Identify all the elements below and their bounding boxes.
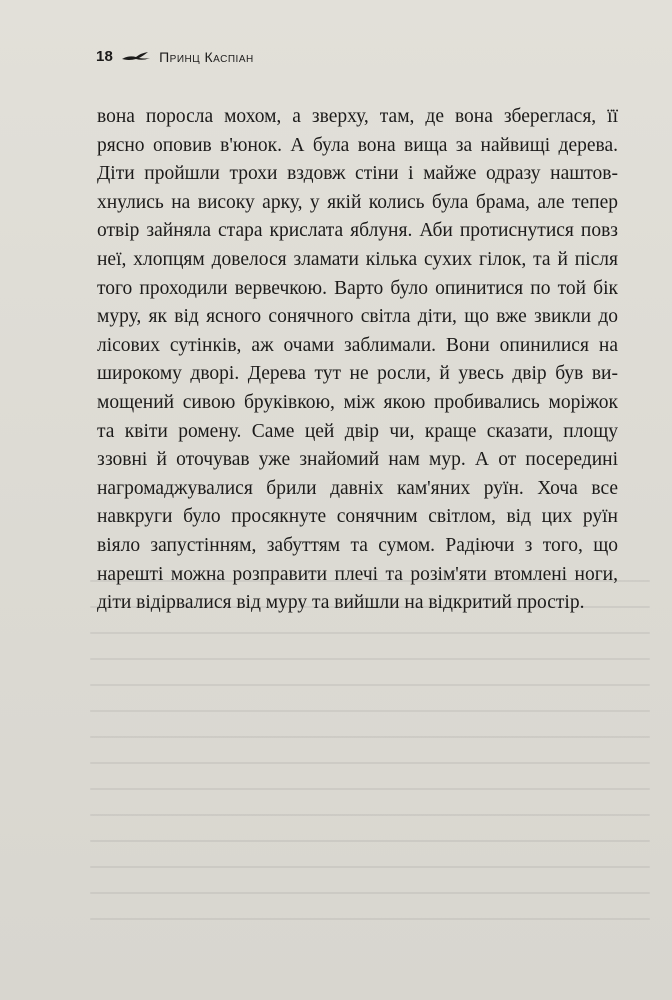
body-line: неї, хлопцям довелося зламати кілька сухих гілок, та й після [97, 248, 618, 270]
page-number: 18 [96, 48, 114, 65]
body-line: мощений сивою бруківкою, між якою пробивались моріжок [97, 391, 618, 413]
body-line: віяло запустінням, забуттям та сумом. Радіючи з того, що [97, 534, 618, 556]
body-line-last: діти відірвалися від муру та вийшли на відкритий простір. [97, 592, 585, 614]
body-line: та квіти ромену. Саме цей двір чи, краще сказати, площу [97, 420, 618, 442]
book-title: Принц Каспіан [159, 48, 254, 65]
body-text [97, 103, 618, 618]
body-line: того проходили вервечкою. Варто було опинитися по той бік [97, 277, 618, 299]
body-line: широкому дворі. Дерева тут не росли, й увесь двір був ви- [97, 363, 618, 385]
running-head [96, 48, 254, 65]
show-through-texture [90, 580, 650, 980]
body-line: ззовні й оточував уже знайомий нам мур. А от посередині [97, 449, 618, 471]
body-line: отвір зайняла стара крислата яблуня. Аби протиснутися повз [97, 220, 618, 242]
body-line: муру, як від ясного сонячного світла діти, що вже звикли до [97, 306, 618, 328]
body-line: хнулись на високу арку, у якій колись була брама, але тепер [97, 191, 618, 213]
body-line: рясно оповив в'юнок. А була вона вища за найвищі дерева. [97, 134, 618, 156]
body-line: Діти пройшли трохи вздовж стіни і майже одразу наштов- [97, 163, 618, 185]
body-line: лісових сутінків, аж очами заблимали. Вони опинилися на [97, 334, 618, 356]
swallow-ornament-icon [121, 51, 151, 63]
body-line: навкруги було просякнуте сонячним світлом, від цих руїн [97, 506, 618, 528]
body-line: нагромаджувалися брили давніх кам'яних руїн. Хоча все [97, 477, 618, 499]
body-line: нарешті можна розправити плечі та розім'яти втомлені ноги, [97, 563, 618, 585]
body-line: вона поросла мохом, а зверху, там, де вона збереглася, її [97, 106, 618, 127]
